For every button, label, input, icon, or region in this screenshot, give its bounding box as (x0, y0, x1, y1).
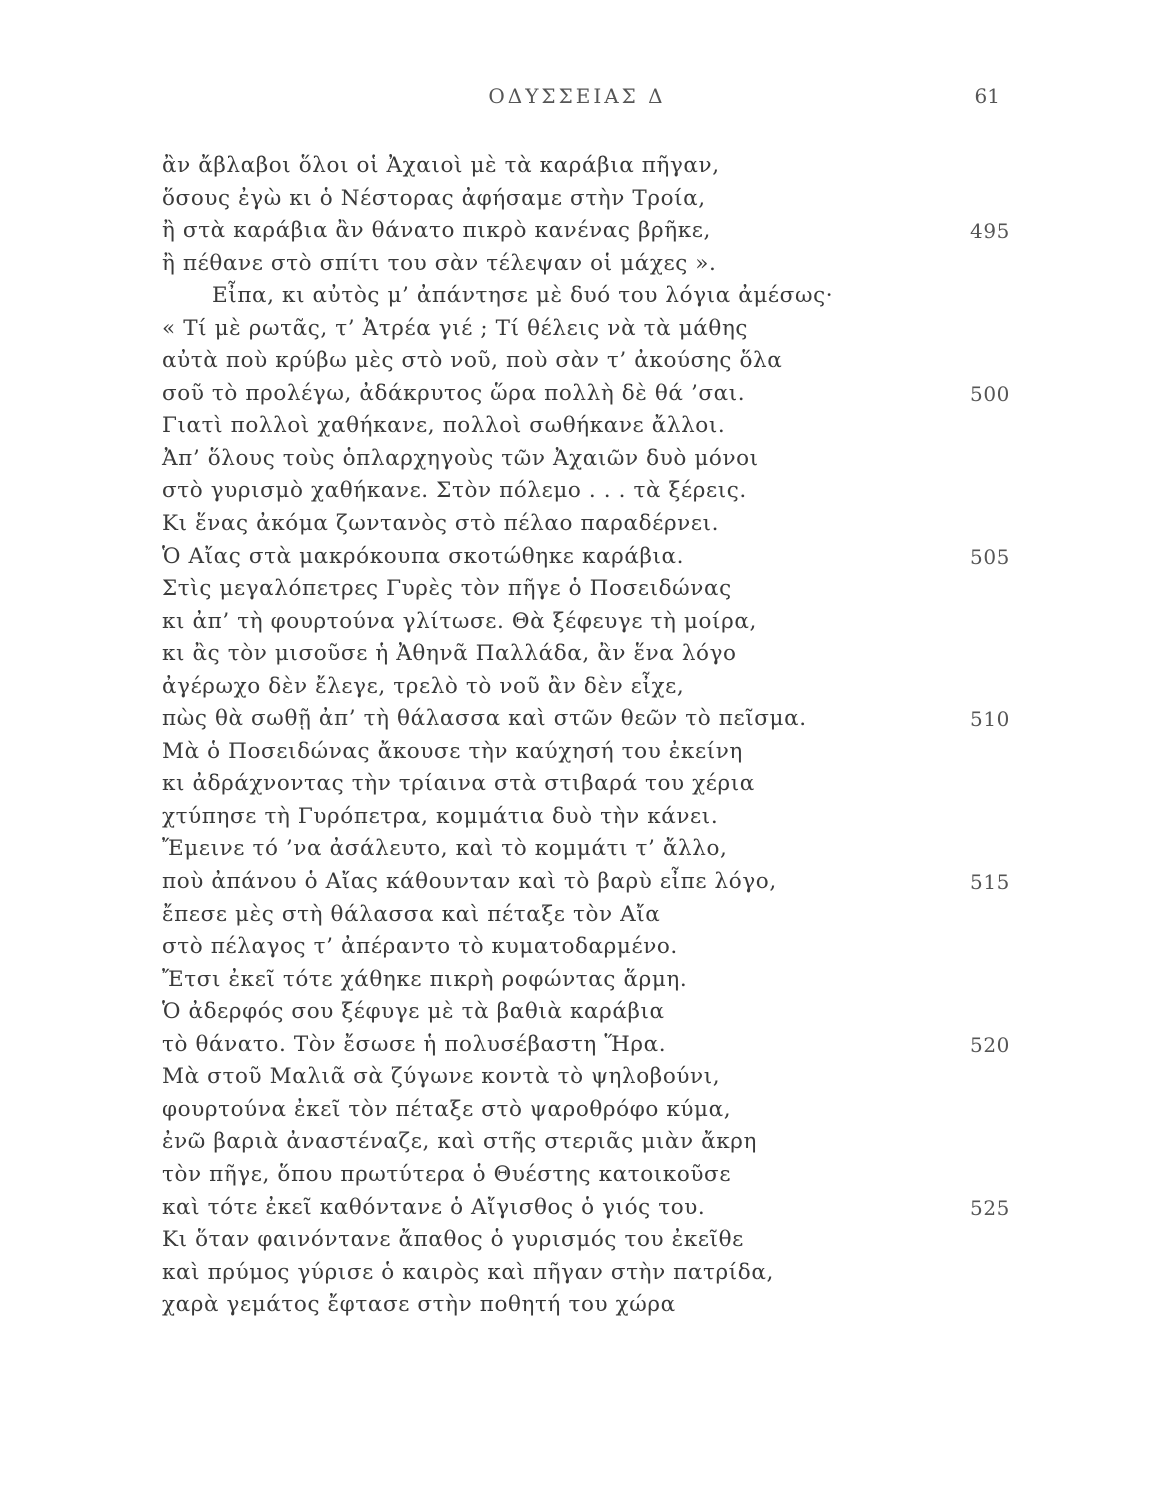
verse-line (162, 378, 1010, 411)
verse-text: ἢ στὰ καράβια ἂν θάνατο πικρὸ κανένας βρῆκε, (162, 218, 711, 244)
verse-text: Κι ὅταν φαινόντανε ἄπαθος ὁ γυρισμός του ἐκεῖθε (162, 1227, 744, 1253)
verse-text: τὸν πῆγε, ὅπου πρωτύτερα ὁ Θυέστης κατοικοῦσε (162, 1161, 732, 1187)
verse-text: ὅσους ἐγὼ κι ὁ Νέστορας ἀφήσαμε στὴν Τροία, (162, 185, 706, 211)
verse-line (162, 1159, 1010, 1192)
verse-text: ἀγέρωχο δὲν ἔλεγε, τρελὸ τὸ νοῦ ἂν δὲν εἶχε, (162, 673, 685, 699)
verse-line (162, 345, 1010, 378)
verse-line (162, 1257, 1010, 1290)
verse-line (162, 313, 1010, 346)
verse-line (162, 1289, 1010, 1322)
line-number: 510 (970, 707, 1010, 732)
verse-line (162, 541, 1010, 574)
running-header: ΟΔΥΣΣΕΙΑΣ Δ (488, 84, 666, 108)
verse-line (162, 508, 1010, 541)
line-number: 495 (970, 219, 1010, 244)
verse-text: κι ἀπ’ τὴ φουρτούνα γλίτωσε. Θὰ ξέφευγε τὴ μοίρα, (162, 608, 757, 634)
verse-text: Ὁ ἀδερφός σου ξέφυγε μὲ τὰ βαθιὰ καράβια (162, 999, 665, 1025)
verse-line (162, 1192, 1010, 1225)
verse-text: σοῦ τὸ προλέγω, ἀδάκρυτος ὥρα πολλὴ δὲ θά ’σαι. (162, 380, 746, 406)
verse-line (162, 866, 1010, 899)
verse-line (162, 833, 1010, 866)
verse-text: χτύπησε τὴ Γυρόπετρα, κομμάτια δυὸ τὴν κάνει. (162, 803, 719, 829)
verse-line (162, 703, 1010, 736)
verse-text: τὸ θάνατο. Τὸν ἔσωσε ἡ πολυσέβαστη Ἥρα. (162, 1031, 667, 1057)
verse-line (162, 964, 1010, 997)
verse-text: στὸ πέλαγος τ’ ἀπέραντο τὸ κυματοδαρμένο. (162, 934, 678, 960)
verse-line (162, 1029, 1010, 1062)
verse-line (162, 573, 1010, 606)
verse-line (162, 1126, 1010, 1159)
verse-line (162, 248, 1010, 281)
verse-line (162, 1094, 1010, 1127)
verse-line (162, 1061, 1010, 1094)
verse-text: στὸ γυρισμὸ χαθήκανε. Στὸν πόλεμο . . . τὰ ξέρεις. (162, 478, 747, 504)
line-number: 515 (970, 870, 1010, 895)
verse-text: Στὶς μεγαλόπετρες Γυρὲς τὸν πῆγε ὁ Ποσειδώνας (162, 576, 732, 602)
verse-text: αὐτὰ ποὺ κρύβω μὲς στὸ νοῦ, ποὺ σὰν τ’ ἀκούσης ὅλα (162, 348, 783, 374)
verse-text: χαρὰ γεμάτος ἔφτασε στὴν ποθητή του χώρα (162, 1292, 676, 1318)
verse-text: φουρτούνα ἐκεῖ τὸν πέταξε στὸ ψαροθρόφο κύμα, (162, 1096, 732, 1122)
verse-text: ἔπεσε μὲς στὴ θάλασσα καὶ πέταξε τὸν Αἴα (162, 901, 661, 927)
line-number: 505 (970, 544, 1010, 569)
verse-text: Ἀπ’ ὅλους τοὺς ὁπλαρχηγοὺς τῶν Ἀχαιῶν δυὸ μόνοι (162, 445, 759, 471)
verse-text: Μὰ στοῦ Μαλιᾶ σὰ ζύγωνε κοντὰ τὸ ψηλοβούνι, (162, 1064, 721, 1090)
verse-text: Κι ἕνας ἀκόμα ζωντανὸς στὸ πέλαο παραδέρνει. (162, 511, 720, 537)
verse-text: κι ἂς τὸν μισοῦσε ἡ Ἀθηνᾶ Παλλάδα, ἂν ἕνα λόγο (162, 641, 737, 667)
poem-text (162, 150, 1010, 1322)
verse-line (162, 215, 1010, 248)
line-number: 500 (970, 381, 1010, 406)
verse-text: ἂν ἄβλαβοι ὅλοι οἱ Ἀχαιοὶ μὲ τὰ καράβια πῆγαν, (162, 153, 720, 178)
verse-text: Ἔτσι ἐκεῖ τότε χάθηκε πικρὴ ροφώντας ἅρμη. (162, 966, 688, 992)
verse-line (162, 443, 1010, 476)
verse-text: πὼς θὰ σωθῇ ἀπ’ τὴ θάλασσα καὶ στῶν θεῶν τὸ πεῖσμα. (162, 706, 807, 732)
verse-text: Εἶπα, κι αὐτὸς μ’ ἀπάντησε μὲ δυό του λόγια ἀμέσως· (212, 283, 834, 309)
page-number: 61 (974, 84, 1000, 108)
verse-text: καὶ τότε ἐκεῖ καθόντανε ὁ Αἴγισθος ὁ γιός του. (162, 1194, 706, 1220)
verse-line (162, 280, 1010, 313)
verse-line (162, 899, 1010, 932)
line-number: 525 (970, 1195, 1010, 1220)
verse-text: κι ἀδράχνοντας τὴν τρίαινα στὰ στιβαρά του χέρια (162, 771, 755, 797)
verse-line (162, 410, 1010, 443)
verse-text: ἢ πέθανε στὸ σπίτι του σὰν τέλεψαν οἱ μάχες ». (162, 250, 717, 276)
verse-text: καὶ πρύμος γύρισε ὁ καιρὸς καὶ πῆγαν στὴν πατρίδα, (162, 1259, 774, 1285)
verse-text: ἐνῶ βαριὰ ἀναστέναζε, καὶ στῆς στεριᾶς μιὰν ἄκρη (162, 1129, 758, 1155)
verse-line (162, 801, 1010, 834)
verse-line (162, 768, 1010, 801)
verse-line (162, 150, 1010, 183)
verse-line (162, 1224, 1010, 1257)
line-number: 520 (970, 1032, 1010, 1057)
verse-text: ποὺ ἀπάνου ὁ Αἴας κάθουνταν καὶ τὸ βαρὺ εἶπε λόγο, (162, 869, 777, 895)
verse-text: Ὁ Αἴας στὰ μακρόκουπα σκοτώθηκε καράβια. (162, 543, 685, 569)
verse-text: Ἔμεινε τό ’να ἀσάλευτο, καὶ τὸ κομμάτι τ’ ἄλλο, (162, 836, 728, 862)
verse-line (162, 606, 1010, 639)
verse-text: « Τί μὲ ρωτᾶς, τ’ Ἀτρέα γιέ ; Τί θέλεις νὰ τὰ μάθης (162, 315, 749, 341)
verse-text: Γιατὶ πολλοὶ χαθήκανε, πολλοὶ σωθήκανε ἄλλοι. (162, 413, 726, 439)
verse-text: Μὰ ὁ Ποσειδώνας ἄκουσε τὴν καύχησή του ἐκείνη (162, 738, 743, 764)
verse-line (162, 475, 1010, 508)
verse-line (162, 996, 1010, 1029)
verse-line (162, 671, 1010, 704)
verse-line (162, 931, 1010, 964)
verse-line (162, 183, 1010, 216)
verse-line (162, 736, 1010, 769)
verse-line (162, 638, 1010, 671)
